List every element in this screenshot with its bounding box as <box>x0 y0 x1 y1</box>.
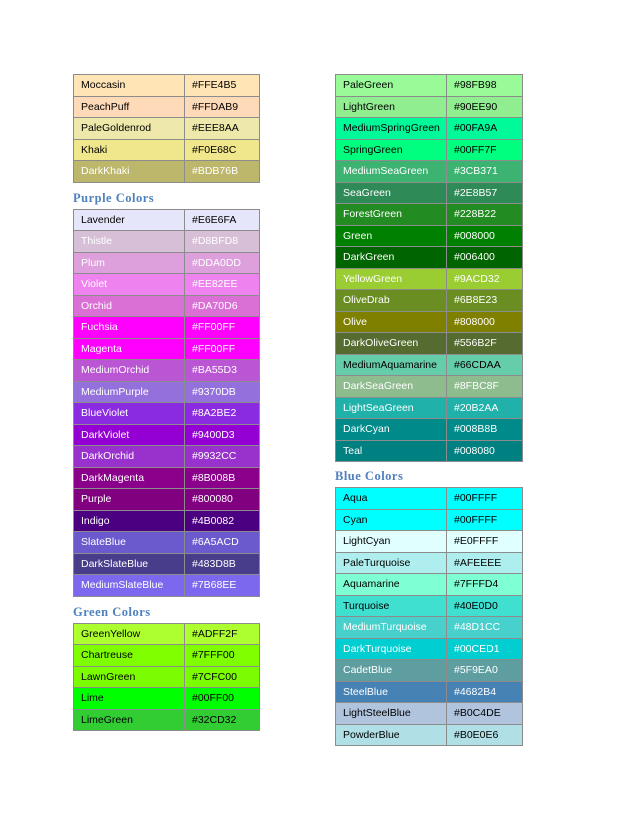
color-name: YellowGreen <box>336 268 447 290</box>
table-row <box>336 638 523 660</box>
color-name: DarkSlateBlue <box>74 553 185 575</box>
color-hex: #800080 <box>185 489 260 511</box>
table-row <box>74 96 260 118</box>
color-hex: #5F9EA0 <box>447 660 523 682</box>
table-row <box>74 403 260 425</box>
color-hex: #FF00FF <box>185 317 260 339</box>
color-name: PaleGreen <box>336 75 447 97</box>
color-hex: #8B008B <box>185 467 260 489</box>
table-row <box>74 231 260 253</box>
color-name: DarkViolet <box>74 424 185 446</box>
color-name: DarkCyan <box>336 419 447 441</box>
table-row <box>336 333 523 355</box>
table-row <box>336 595 523 617</box>
table-row <box>74 317 260 339</box>
table-row <box>336 440 523 462</box>
color-hex: #008B8B <box>447 419 523 441</box>
table-row <box>336 703 523 725</box>
color-hex: #98FB98 <box>447 75 523 97</box>
color-hex: #90EE90 <box>447 96 523 118</box>
table-row <box>74 295 260 317</box>
table-row <box>74 467 260 489</box>
table-row <box>74 489 260 511</box>
section-heading: Green Colors <box>73 604 151 619</box>
color-hex: #ADFF2F <box>185 623 260 645</box>
color-hex: #8A2BE2 <box>185 403 260 425</box>
color-hex: #008080 <box>447 440 523 462</box>
color-name: Lavender <box>74 209 185 231</box>
color-hex: #00FF7F <box>447 139 523 161</box>
color-hex: #DDA0DD <box>185 252 260 274</box>
color-table <box>73 623 260 732</box>
color-hex: #AFEEEE <box>447 552 523 574</box>
color-name: OliveDrab <box>336 290 447 312</box>
color-name: Turquoise <box>336 595 447 617</box>
color-hex: #7FFFD4 <box>447 574 523 596</box>
color-name: MediumAquamarine <box>336 354 447 376</box>
color-hex: #7B68EE <box>185 575 260 597</box>
table-row <box>336 204 523 226</box>
color-name: Indigo <box>74 510 185 532</box>
table-row <box>336 182 523 204</box>
color-name: Teal <box>336 440 447 462</box>
color-hex: #006400 <box>447 247 523 269</box>
color-hex: #E6E6FA <box>185 209 260 231</box>
color-name: Thistle <box>74 231 185 253</box>
color-name: LawnGreen <box>74 666 185 688</box>
color-name: Fuchsia <box>74 317 185 339</box>
color-hex: #B0E0E6 <box>447 724 523 746</box>
color-table <box>335 487 523 746</box>
color-name: LightGreen <box>336 96 447 118</box>
table-row <box>74 338 260 360</box>
color-hex: #6B8E23 <box>447 290 523 312</box>
color-name: Aquamarine <box>336 574 447 596</box>
color-name: Aqua <box>336 488 447 510</box>
table-row <box>336 376 523 398</box>
table-row <box>74 274 260 296</box>
table-row <box>336 247 523 269</box>
color-name: MediumPurple <box>74 381 185 403</box>
table-row <box>74 360 260 382</box>
table-row <box>336 290 523 312</box>
color-name: Purple <box>74 489 185 511</box>
color-hex: #DA70D6 <box>185 295 260 317</box>
section-heading: Purple Colors <box>73 190 155 205</box>
table-row <box>336 488 523 510</box>
color-name: DarkKhaki <box>74 161 185 183</box>
table-row <box>74 709 260 731</box>
color-hex: #7CFC00 <box>185 666 260 688</box>
color-name: ForestGreen <box>336 204 447 226</box>
color-name: CadetBlue <box>336 660 447 682</box>
color-name: PaleTurquoise <box>336 552 447 574</box>
color-hex: #B0C4DE <box>447 703 523 725</box>
table-row <box>336 75 523 97</box>
color-name: LightSteelBlue <box>336 703 447 725</box>
left-column <box>73 74 259 731</box>
table-row <box>336 139 523 161</box>
table-row <box>74 424 260 446</box>
color-name: MediumSlateBlue <box>74 575 185 597</box>
color-name: SpringGreen <box>336 139 447 161</box>
table-row <box>74 209 260 231</box>
color-hex: #9ACD32 <box>447 268 523 290</box>
color-name: PeachPuff <box>74 96 185 118</box>
color-name: Violet <box>74 274 185 296</box>
color-hex: #FF00FF <box>185 338 260 360</box>
table-row <box>74 645 260 667</box>
color-name: Chartreuse <box>74 645 185 667</box>
color-name: LightSeaGreen <box>336 397 447 419</box>
table-row <box>336 552 523 574</box>
color-name: BlueViolet <box>74 403 185 425</box>
color-hex: #556B2F <box>447 333 523 355</box>
color-name: LimeGreen <box>74 709 185 731</box>
color-name: MediumSpringGreen <box>336 118 447 140</box>
table-row <box>74 118 260 140</box>
color-hex: #00FF00 <box>185 688 260 710</box>
color-name: Moccasin <box>74 75 185 97</box>
table-row <box>74 553 260 575</box>
color-name: LightCyan <box>336 531 447 553</box>
table-row <box>74 446 260 468</box>
color-hex: #00FA9A <box>447 118 523 140</box>
color-hex: #00CED1 <box>447 638 523 660</box>
color-name: GreenYellow <box>74 623 185 645</box>
color-name: MediumTurquoise <box>336 617 447 639</box>
color-hex: #7FFF00 <box>185 645 260 667</box>
color-name: MediumOrchid <box>74 360 185 382</box>
table-row <box>74 666 260 688</box>
color-hex: #40E0D0 <box>447 595 523 617</box>
color-name: Cyan <box>336 509 447 531</box>
color-name: DarkOrchid <box>74 446 185 468</box>
color-hex: #00FFFF <box>447 509 523 531</box>
color-hex: #BA55D3 <box>185 360 260 382</box>
color-hex: #00FFFF <box>447 488 523 510</box>
color-hex: #008000 <box>447 225 523 247</box>
table-row <box>336 574 523 596</box>
color-hex: #48D1CC <box>447 617 523 639</box>
color-hex: #228B22 <box>447 204 523 226</box>
color-name: PowderBlue <box>336 724 447 746</box>
color-table <box>335 74 523 462</box>
table-row <box>74 510 260 532</box>
color-name: Magenta <box>74 338 185 360</box>
color-hex: #808000 <box>447 311 523 333</box>
color-name: DarkGreen <box>336 247 447 269</box>
color-name: Orchid <box>74 295 185 317</box>
table-row <box>336 354 523 376</box>
table-row <box>336 397 523 419</box>
color-hex: #9370DB <box>185 381 260 403</box>
color-hex: #3CB371 <box>447 161 523 183</box>
color-hex: #66CDAA <box>447 354 523 376</box>
table-row <box>74 252 260 274</box>
table-row <box>336 531 523 553</box>
table-row <box>336 268 523 290</box>
table-row <box>74 75 260 97</box>
table-row <box>336 617 523 639</box>
color-hex: #4B0082 <box>185 510 260 532</box>
color-name: Khaki <box>74 139 185 161</box>
table-row <box>74 623 260 645</box>
color-hex: #9400D3 <box>185 424 260 446</box>
table-row <box>74 575 260 597</box>
table-row <box>336 681 523 703</box>
color-hex: #BDB76B <box>185 161 260 183</box>
color-hex: #483D8B <box>185 553 260 575</box>
color-table <box>73 209 260 597</box>
color-hex: #2E8B57 <box>447 182 523 204</box>
color-name: MediumSeaGreen <box>336 161 447 183</box>
table-row <box>74 688 260 710</box>
color-hex: #EEE8AA <box>185 118 260 140</box>
color-hex: #FFE4B5 <box>185 75 260 97</box>
section-heading: Blue Colors <box>335 469 404 483</box>
color-name: SeaGreen <box>336 182 447 204</box>
color-name: PaleGoldenrod <box>74 118 185 140</box>
color-hex: #FFDAB9 <box>185 96 260 118</box>
table-row <box>336 660 523 682</box>
right-column <box>335 74 522 746</box>
color-name: Olive <box>336 311 447 333</box>
table-row <box>336 96 523 118</box>
table-row <box>336 724 523 746</box>
color-name: Green <box>336 225 447 247</box>
table-row <box>74 161 260 183</box>
color-hex: #20B2AA <box>447 397 523 419</box>
color-hex: #D8BFD8 <box>185 231 260 253</box>
color-name: Lime <box>74 688 185 710</box>
color-hex: #6A5ACD <box>185 532 260 554</box>
color-hex: #EE82EE <box>185 274 260 296</box>
color-name: DarkTurquoise <box>336 638 447 660</box>
table-row <box>336 225 523 247</box>
color-hex: #9932CC <box>185 446 260 468</box>
table-row <box>74 139 260 161</box>
color-name: Plum <box>74 252 185 274</box>
color-hex: #E0FFFF <box>447 531 523 553</box>
color-hex: #8FBC8F <box>447 376 523 398</box>
table-row <box>336 311 523 333</box>
color-name: SteelBlue <box>336 681 447 703</box>
table-row <box>336 509 523 531</box>
color-name: DarkSeaGreen <box>336 376 447 398</box>
color-hex: #F0E68C <box>185 139 260 161</box>
table-row <box>74 381 260 403</box>
table-row <box>74 532 260 554</box>
color-name: DarkOliveGreen <box>336 333 447 355</box>
color-table <box>73 74 260 183</box>
table-row <box>336 118 523 140</box>
color-name: DarkMagenta <box>74 467 185 489</box>
table-row <box>336 161 523 183</box>
color-hex: #32CD32 <box>185 709 260 731</box>
color-name: SlateBlue <box>74 532 185 554</box>
color-hex: #4682B4 <box>447 681 523 703</box>
table-row <box>336 419 523 441</box>
